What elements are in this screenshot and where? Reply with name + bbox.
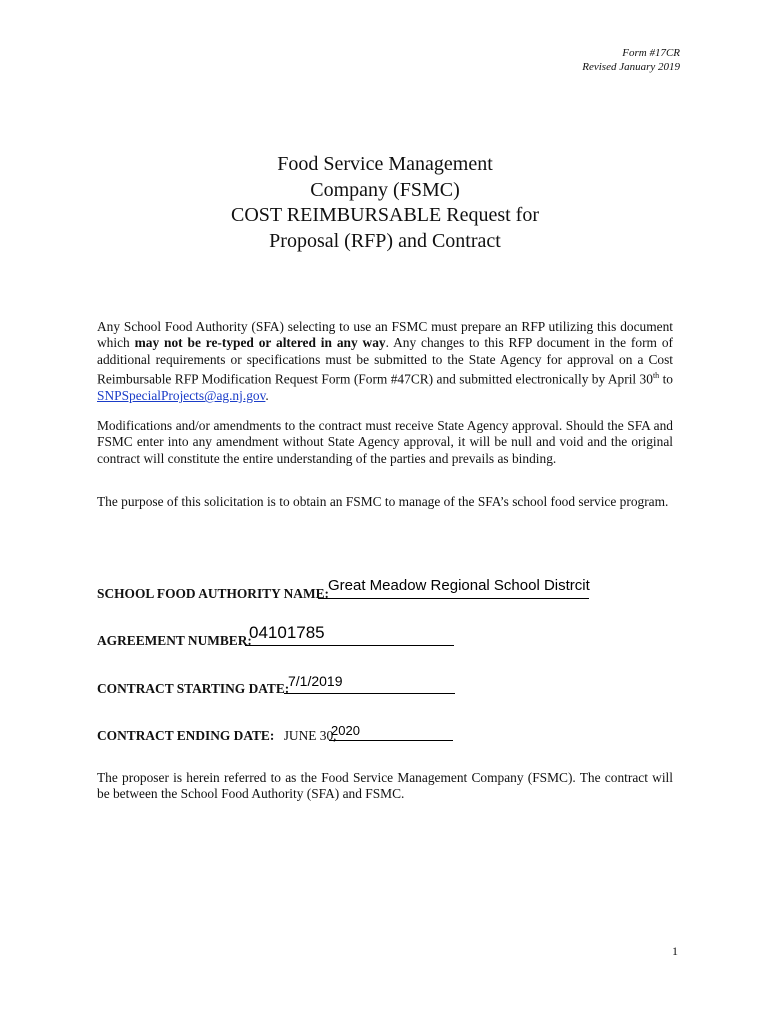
title-line-2: Company (FSMC) — [310, 178, 460, 201]
contract-start-label: CONTRACT STARTING DATE: — [97, 681, 290, 696]
intro-text-b: . Any changes to this RFP document in the form of additional requirements or specifications must be submitted to the State Agency for approval on a Cost Reimbursable RFP Modification Request Form (Form #47CR) and submitted electronically by April 30 — [97, 335, 673, 387]
agreement-number-label: AGREEMENT NUMBER: — [97, 633, 252, 648]
contract-start-field — [97, 681, 289, 697]
proposer-paragraph: The proposer is herein referred to as the Food Service Management Company (FSMC). The contract will be between the School Food Authority (SFA) and FSMC. — [97, 770, 673, 802]
purpose-paragraph: The purpose of this solicitation is to obtain an FSMC to manage of the SFA’s school food service program. — [97, 494, 669, 509]
sfa-name-underline — [318, 598, 589, 599]
sfa-name-field — [97, 586, 329, 602]
document-title — [0, 152, 770, 254]
revised-date: Revised January 2019 — [582, 61, 680, 73]
contract-start-underline — [284, 693, 455, 694]
contract-end-field — [97, 728, 337, 744]
agreement-number-underline — [245, 645, 454, 646]
contract-end-input[interactable]: 2020 — [331, 723, 360, 738]
contract-end-prefix: JUNE 30, — [283, 728, 337, 743]
modifications-paragraph: Modifications and/or amendments to the contract must receive State Agency approval. Should the SFA and FSMC enter into any amendment without State Agency approval, it will be null and void and the original contract will constitute the entire understanding of the parties and prevails as binding. — [97, 418, 673, 466]
form-identifier — [582, 46, 680, 74]
intro-text-bold: may not be re-typed or altered in any way — [134, 335, 386, 351]
title-line-3: COST REIMBURSABLE Request for — [231, 204, 539, 226]
form-number: Form #17CR — [622, 47, 680, 59]
intro-text-c: to — [659, 371, 674, 387]
sfa-name-input[interactable]: Great Meadow Regional School Distrcit — [328, 577, 590, 594]
sfa-name-label: SCHOOL FOOD AUTHORITY NAME: — [97, 586, 330, 601]
agreement-number-input[interactable]: 04101785 — [249, 623, 325, 642]
title-line-4: Proposal (RFP) and Contract — [269, 229, 501, 252]
intro-text-a: Any School Food Authority (SFA) selecting to use an FSMC must prepare an RFP utilizing this document which — [97, 319, 673, 351]
intro-paragraph — [97, 319, 673, 405]
agreement-number-field — [97, 633, 252, 649]
contract-start-input[interactable]: 7/1/2019 — [288, 673, 343, 689]
page-number: 1 — [672, 944, 678, 958]
email-link[interactable]: SNPSpecialProjects@ag.nj.gov — [97, 388, 266, 404]
title-line-1: Food Service Management — [277, 153, 493, 175]
contract-end-label: CONTRACT ENDING DATE: — [97, 728, 275, 743]
intro-superscript: th — [652, 371, 660, 381]
intro-text-d: . — [265, 388, 269, 404]
contract-end-underline — [329, 740, 453, 741]
